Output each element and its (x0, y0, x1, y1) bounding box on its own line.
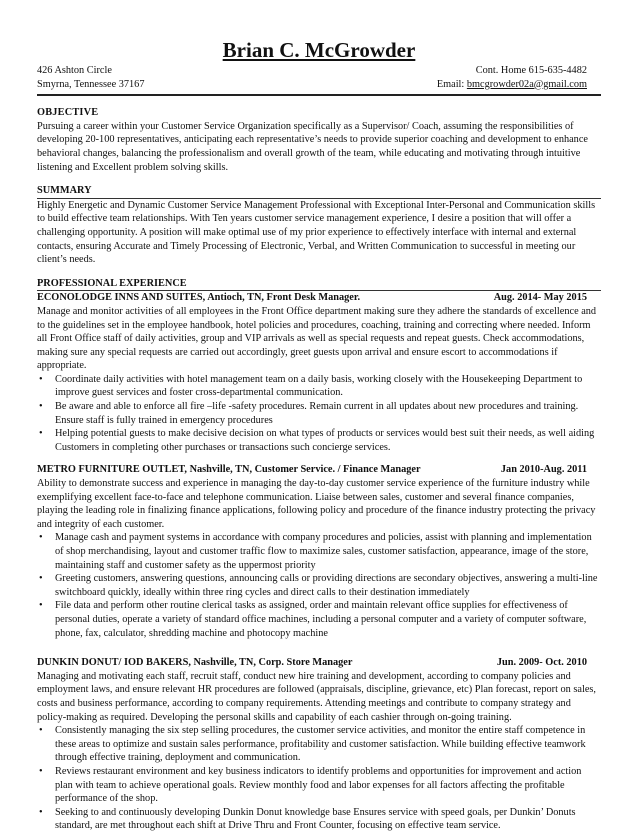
job-dates: Jan 2010-Aug. 2011 (500, 464, 587, 476)
job-bullet: • Helping potential guests to make decisive decision on what types of products or services would best suit their needs, as well aiding Customers in completing other purchases or transactions such concierge services. (37, 427, 601, 454)
job-bullet: • Seeking to and continuously developing Dunkin Donut knowledge base Ensures service with speed goals, per Dunkin’ Donuts standard, are met throughout each shift at Drive Thru and Front Counter, focusing on effective team service. (37, 806, 601, 833)
header-divider (37, 94, 601, 96)
job-bullet: • Coordinate daily activities with hotel management team on a daily basis, working closely with the Housekeeping Department to improve guest services and foster cross-departmental communication. (37, 373, 601, 400)
summary-section (37, 184, 601, 267)
summary-text: Highly Energetic and Dynamic Customer Service Management Professional with Exceptional Inter-Personal and Communication skills to build effective team relationships. With Ten years customer service management experience, I desire a position that will offer a challenging opportunity. A position will make optimal use of my prior experience to effectively interface with internal and external contacts, ensuring Accurate and Timely Processing of Electronic, Verbal, and Written Communication to successful in meeting our client’s needs. (37, 199, 596, 266)
job-header (37, 291, 601, 305)
address-line-2: Smyrna, Tennessee 37167 (37, 78, 145, 90)
job-description: Manage and monitor activities of all employees in the Front Office department making sure they adhere the standards of excellence and to the guidelines set in the employee handbook, hotel policies and procedures, coaching, training and correcting where needed. Inform all Front Office staff of daily activities, group and VIP arrivals as well as special requests and repeat guests. Check accommodations, making sure any special requests are carried out accordingly, greet guests upon arrival and ensure escort to accommodations if appropriate. (37, 305, 597, 372)
job-description: Ability to demonstrate success and experience in managing the day-to-day customer service experience of the furniture industry while exemplifying excellent face-to-face and telephone communication. Liaise between sales, customer and several finance companies, playing the leading role in finalizing finance applications, following policy and procedure of the finance industry protecting the privacy and integrity of each customer. (37, 478, 596, 530)
job-bullet: • Consistently managing the six step selling procedures, the customer service activities, and monitor the entire staff competence in these areas to optimize and sustain sales performance, profitability and customer satisfaction. While building effective teamwork through effective training, deployment and communication. (37, 724, 601, 765)
job-bullet: • Reviews restaurant environment and key business indicators to identify problems and opportunities for improvement and action plan with team to achieve operational goals. Review monthly food and labor expenses for all factors affecting the profitable performance of the shop. (37, 765, 601, 806)
job-entry (37, 656, 601, 833)
job-dates: Aug. 2014- May 2015 (493, 292, 587, 304)
summary-heading: SUMMARY (37, 184, 601, 199)
job-bullets (37, 724, 601, 833)
contact-row-2 (37, 78, 601, 92)
objective-text: Pursuing a career within your Customer Service Organization specifically as a Supervisor/ Coach, assuming the responsibilities of developing 20-100 representatives, anticipating each representative’s needs to provide superior coaching and development to enhance behavioral changes, balancing the professionalism and overall growth of the team, while educating and motivating through intuitive listening and Excellent problem solving skills. (37, 120, 588, 173)
job-dates: Jun. 2009- Oct. 2010 (496, 657, 587, 669)
job-entry (37, 291, 601, 454)
job-header (37, 656, 601, 670)
objective-section (37, 106, 601, 174)
experience-heading: PROFESSIONAL EXPERIENCE (37, 277, 601, 292)
job-title: DUNKIN DONUT/ IOD BAKERS, Nashville, TN, Corp. Store Manager (37, 657, 353, 669)
job-title: ECONOLODGE INNS AND SUITES, Antioch, TN, Front Desk Manager. (37, 292, 361, 304)
job-bullet: • Greeting customers, answering questions, announcing calls or providing directions are secondary objectives, answering a multi-line switchboard quickly, ideally within three ring cycles and direct calls to their destination immediately (37, 572, 601, 599)
job-entry (37, 463, 601, 640)
contact-row-1 (37, 64, 601, 78)
job-bullets (37, 373, 601, 455)
candidate-name: Brian C. McGrowder (222, 38, 416, 62)
job-description: Managing and motivating each staff, recruit staff, conduct new hire training and development, according to company policies and employment laws, and ensure relevant HR procedures are followed (appraisals, discipline, grievance, etc) Plan forecast, report on sales, costs and business performance, according to company requirements. Attending meetings and contribute to company strategy and policy-making as required. Developing the personal skills and capability of each cashier through on-going training. (37, 670, 596, 723)
experience-section (37, 277, 601, 833)
job-title: METRO FURNITURE OUTLET, Nashville, TN, Customer Service. / Finance Manager (37, 464, 421, 476)
email-link[interactable]: bmcgrowder02a@gmail.com (466, 78, 587, 90)
phone: Cont. Home 615-635-4482 (475, 65, 587, 76)
job-bullet: • Manage cash and payment systems in accordance with company procedures and policies, assist with planning and implementation of shop merchandising, layout and customer traffic flow to maximize sales, customer satisfaction, appearance, image of the store, maintaining staff and customer safety as the uppermost priority (37, 531, 601, 572)
email-block (437, 78, 601, 92)
job-header (37, 463, 601, 477)
address-line-1: 426 Ashton Circle (37, 65, 112, 76)
objective-heading: OBJECTIVE (37, 107, 99, 119)
job-bullet: • Be aware and able to enforce all fire –life -safety procedures. Remain current in all updates about new procedures and training. Ensure staff is fully trained in emergency procedures (37, 400, 601, 427)
job-bullets (37, 531, 601, 640)
resume-page (37, 38, 601, 833)
job-bullet: • File data and perform other routine clerical tasks as assigned, order and maintain relevant office supplies for effectiveness of personal duties, operate a variety of standard office machines, including a personal computer and a variety of computer software, phone, fax, calculator, shredding machine and photocopy machine (37, 599, 601, 640)
email-label: Email: (436, 78, 467, 90)
